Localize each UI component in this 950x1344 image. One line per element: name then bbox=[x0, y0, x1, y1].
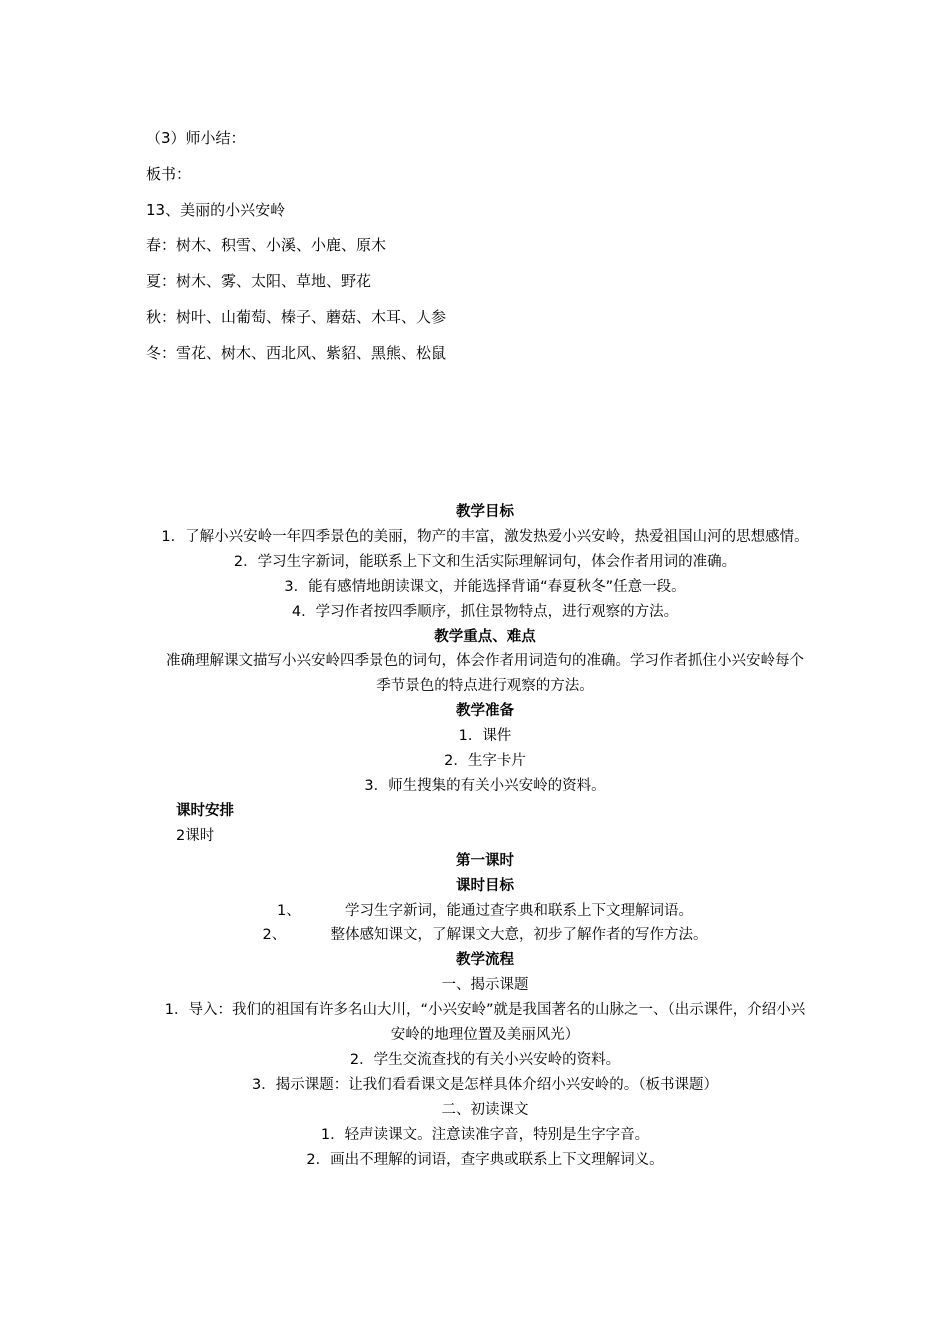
preparation-heading: 教学准备 bbox=[456, 703, 514, 720]
section-item: 1．导入：我们的祖国有许多名山大川，“小兴安岭”就是我国著名的山脉之一、（出示课件，介绍小兴安岭的地理位置及美丽风光） bbox=[164, 1002, 806, 1044]
season-spring: 春：树木、积雪、小溪、小鹿、原木 bbox=[146, 236, 387, 255]
section-title: 二、初读课文 bbox=[441, 1101, 529, 1118]
objective-item: 1．了解小兴安岭一年四季景色的美丽，物产的丰富，激发热爱小兴安岭，热爱祖国山河的思想感情。 bbox=[161, 528, 809, 545]
goal-item bbox=[160, 899, 810, 924]
season-autumn: 秋：树叶、山葡萄、榛子、蘑菇、木耳、人参 bbox=[146, 307, 447, 326]
objective-item: 3．能有感情地朗读课文，并能选择背诵“春夏秋冬”任意一段。 bbox=[284, 578, 686, 595]
schedule-text: 2课时 bbox=[176, 827, 215, 844]
section-item: 1．轻声读课文。注意读准字音，特别是生字字音。 bbox=[320, 1126, 650, 1143]
preparation-item: 1．课件 bbox=[458, 728, 512, 745]
goal-number: 1、 bbox=[277, 902, 301, 919]
section-item: 3．揭示课题：让我们看看课文是怎样具体介绍小兴安岭的。（板书课题） bbox=[252, 1076, 718, 1093]
key-points-text: 准确理解课文描写小兴安岭四季景色的词句，体会作者用词造句的准确。学习作者抓住小兴安岭每个季节景色的特点进行观察的方法。 bbox=[166, 653, 804, 695]
preparation-item: 3．师生搜集的有关小兴安岭的资料。 bbox=[364, 777, 606, 794]
first-lesson-heading: 第一课时 bbox=[456, 852, 514, 869]
objectives-heading: 教学目标 bbox=[456, 504, 514, 520]
objective-item: 4．学习作者按四季顺序，抓住景物特点，进行观察的方法。 bbox=[291, 603, 679, 620]
season-summer: 夏：树木、雾、太阳、草地、野花 bbox=[146, 272, 372, 291]
goals-heading: 课时目标 bbox=[456, 877, 514, 894]
objective-item: 2．学习生字新词，能联系上下文和生活实际理解词句，体会作者用词的准确。 bbox=[233, 553, 737, 570]
board-section bbox=[146, 124, 846, 375]
schedule-heading: 课时安排 bbox=[176, 802, 234, 819]
lesson-plan bbox=[160, 500, 810, 1172]
goal-number: 2、 bbox=[262, 927, 287, 944]
section-item: 2．画出不理解的词语，查字典或联系上下文理解词义。 bbox=[306, 1151, 664, 1168]
goal-text: 整体感知课文，了解课文大意，初步了解作者的写作方法。 bbox=[330, 927, 708, 944]
goal-item bbox=[160, 923, 810, 948]
season-winter: 冬：雪花、树木、西北风、紫貂、黑熊、松鼠 bbox=[146, 343, 447, 362]
board-title: 13、美丽的小兴安岭 bbox=[146, 200, 286, 219]
teacher-summary: （3）师小结： bbox=[146, 129, 246, 147]
section-item: 2．学生交流查找的有关小兴安岭的资料。 bbox=[349, 1051, 621, 1068]
goal-text: 学习生字新词，能通过查字典和联系上下文理解词语。 bbox=[345, 902, 693, 919]
board-label: 板书： bbox=[146, 164, 192, 183]
key-points-heading: 教学重点、难点 bbox=[434, 628, 536, 645]
process-heading: 教学流程 bbox=[456, 952, 514, 969]
section-title: 一、揭示课题 bbox=[441, 977, 529, 994]
preparation-item: 2．生字卡片 bbox=[444, 753, 526, 770]
